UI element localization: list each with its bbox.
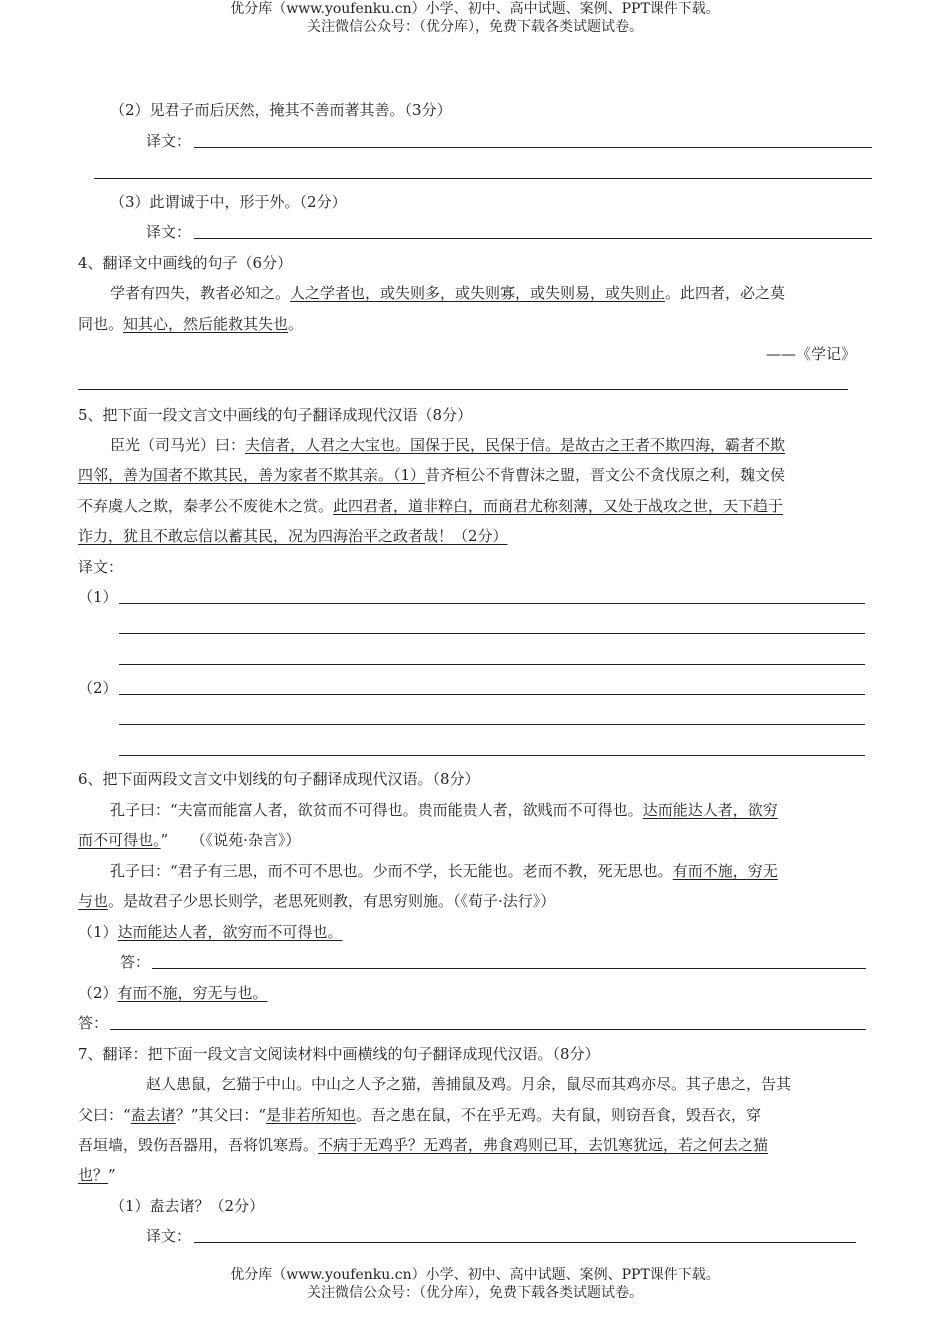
q6-para-1-line-1: 孔子曰：“夫富而能富人者，欲贫而不可得也。贵而能贵人者，欲贱而不可得也。达而能达人者，欲穷 xyxy=(110,801,778,819)
answer-line xyxy=(119,633,865,634)
q7-item-1-label: 译文： xyxy=(146,1227,192,1245)
q7-para-line-2: 父曰：“盍去诸？”其父曰：“是非若所知也。吾之患在鼠，不在乎无鸡。夫有鼠，则窃吾食，毁吾衣，穿 xyxy=(78,1106,762,1124)
q6-para-1-line-2: 而不可得也。” （《说苑·杂言》） xyxy=(78,831,301,849)
q7-para-line-4: 也？” xyxy=(78,1166,116,1184)
underlined-sentence: 不病于无鸡乎？无鸡者，弗食鸡则已耳，去饥寒犹远，若之何去之猫 xyxy=(318,1136,769,1154)
answer-line xyxy=(94,178,872,179)
underlined-sentence: 四邻，善为国者不欺其民，善为家者不欺其亲。（1） xyxy=(78,466,426,484)
answer-line xyxy=(119,724,865,725)
q5-answer-num-2: （2） xyxy=(78,679,118,697)
answer-line xyxy=(119,755,865,756)
underlined-sentence: 也？ xyxy=(78,1166,109,1184)
underlined-sentence: 知其心，然后能救其失也 xyxy=(123,315,289,333)
q4-para-line-1: 学者有四失，教者必知之。人之学者也，或失则多，或失则寡，或失则易，或失则止。此四者，必之莫 xyxy=(110,284,786,302)
q6-item-2: （2）有而不施，穷无与也。 xyxy=(78,984,268,1002)
q3-item-3-label: 译文： xyxy=(146,223,192,241)
underlined-sentence: 夫信者，人君之大宝也。国保于民，民保于信。是故古之王者不欺四海，霸者不欺 xyxy=(245,436,786,454)
q6-item-1-answer-label: 答： xyxy=(120,953,151,971)
q7-title: 7、翻译：把下面一段文言文阅读材料中画横线的句子翻译成现代汉语。（8分） xyxy=(78,1045,600,1063)
q7-para-line-1: 赵人患鼠，乞猫于中山。中山之人予之猫，善捕鼠及鸡。月余，鼠尽而其鸡亦尽。其子患之，告其 xyxy=(146,1075,792,1093)
answer-line xyxy=(119,603,865,604)
answer-line xyxy=(194,1242,856,1243)
q3-item-3: （3）此谓诚于中，形于外。（2分） xyxy=(110,193,347,211)
q3-item-2-label: 译文： xyxy=(146,132,192,150)
q5-title: 5、把下面一段文言文中画线的句子翻译成现代汉语（8分） xyxy=(78,406,473,424)
underlined-sentence: 诈力，犹且不敢忘信以蓄其民，况为四海治平之政者哉！（2分） xyxy=(78,527,508,545)
underlined-sentence: 此四君者，道非粹白，而商君尤称刻薄，又处于战攻之世，天下趋于 xyxy=(333,497,784,515)
answer-line xyxy=(119,664,865,665)
answer-line xyxy=(194,238,872,239)
q3-item-2: （2）见君子而后厌然，掩其不善而著其善。（3分） xyxy=(110,101,452,119)
q4-source: ——《学记》 xyxy=(766,345,857,363)
answer-line xyxy=(194,147,872,148)
q5-answer-label: 译文： xyxy=(78,558,124,576)
q6-para-2-line-2: 与也。是故君子少思长则学，老思死则教，有思穷则施。（《荀子·法行》） xyxy=(78,892,556,910)
underlined-sentence: 人之学者也，或失则多，或失则寡，或失则易，或失则止 xyxy=(290,284,666,302)
underlined-sentence: 有而不施，穷无与也。 xyxy=(117,984,268,1002)
q5-para-line-2: 四邻，善为国者不欺其民，善为家者不欺其亲。（1）昔齐桓公不背曹沫之盟，晋文公不贪伐原之利，魏文侯 xyxy=(78,466,786,484)
page-header xyxy=(0,0,950,36)
q4-title: 4、翻译文中画线的句子（6分） xyxy=(78,254,293,272)
q5-answer-num-1: （1） xyxy=(78,588,118,606)
header-line-1: 优分库（www.youfenku.cn）小学、初中、高中试题、案例、PPT课件下载。 xyxy=(230,1,720,17)
underlined-sentence: 达而能达人者，欲穷 xyxy=(642,801,778,819)
answer-line xyxy=(152,968,866,969)
q6-item-1: （1）达而能达人者，欲穷而不可得也。 xyxy=(78,923,343,941)
q6-para-2-line-1: 孔子曰：“君子有三思，而不可不思也。少而不学，长无能也。老而不教，死无思也。有而不施，穷无 xyxy=(110,862,778,880)
footer-line-2: 关注微信公众号：（优分库），免费下载各类试题试卷。 xyxy=(307,1285,643,1301)
header-line-2: 关注微信公众号：（优分库），免费下载各类试题试卷。 xyxy=(307,19,643,35)
page-footer xyxy=(0,1266,950,1302)
q4-para-line-2: 同也。知其心，然后能救其失也。 xyxy=(78,315,304,333)
underlined-sentence: 而不可得也。 xyxy=(78,831,161,849)
q5-para-line-4 xyxy=(78,526,508,546)
q7-para-line-3: 吾垣墙，毁伤吾器用，吾将饥寒焉。不病于无鸡乎？无鸡者，弗食鸡则已耳，去饥寒犹远，若之何去之猫 xyxy=(78,1136,769,1154)
underlined-sentence: 达而能达人者，欲穷而不可得也。 xyxy=(117,923,343,941)
answer-line xyxy=(110,1029,866,1030)
q6-title: 6、把下面两段文言文中划线的句子翻译成现代汉语。（8分） xyxy=(78,770,480,788)
q7-item-1: （1）盍去诸？（2分） xyxy=(110,1197,265,1215)
underlined-sentence: 与也 xyxy=(78,892,109,910)
answer-line xyxy=(119,694,865,695)
answer-line xyxy=(78,389,848,390)
underlined-sentence: 有而不施，穷无 xyxy=(672,862,778,880)
underlined-sentence: 盍去诸 xyxy=(130,1106,176,1124)
q5-para-line-3: 不弃虞人之欺，秦孝公不废徙木之赏。此四君者，道非粹白，而商君尤称刻薄，又处于战攻之世，天下趋于 xyxy=(78,497,784,515)
q6-item-2-answer-label: 答： xyxy=(78,1014,109,1032)
underlined-sentence: 是非若所知也 xyxy=(266,1106,357,1124)
q5-para-line-1: 臣光（司马光）曰：夫信者，人君之大宝也。国保于民，民保于信。是故古之王者不欺四海，霸者不欺 xyxy=(110,436,786,454)
footer-line-1: 优分库（www.youfenku.cn）小学、初中、高中试题、案例、PPT课件下载。 xyxy=(230,1267,720,1283)
